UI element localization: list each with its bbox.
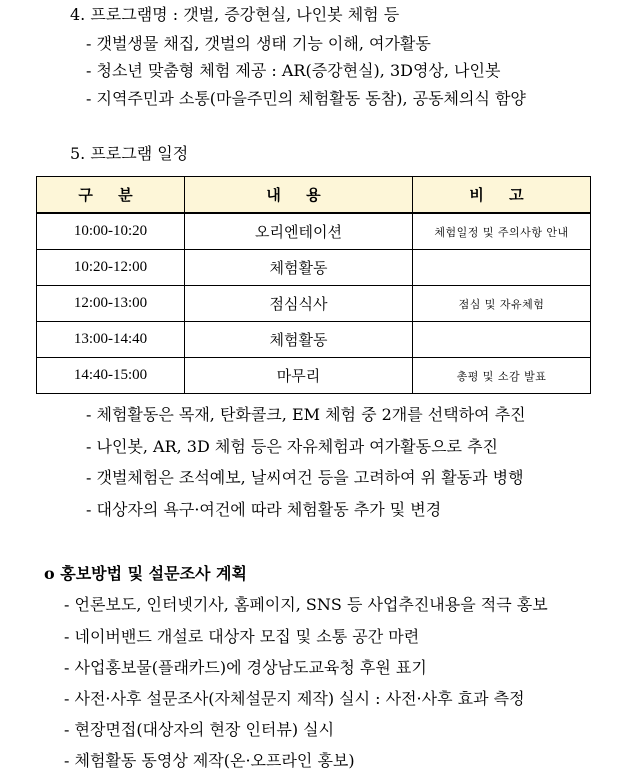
schedule-table bbox=[36, 176, 591, 394]
promotion-bullet: - 사전·사후 설문조사(자체설문지 제작) 실시 : 사전·사후 효과 측정 bbox=[64, 689, 525, 708]
content-cell: 체험활동 bbox=[185, 250, 413, 286]
schedule-note: - 갯벌체험은 조석예보, 날씨여건 등을 고려하여 위 활동과 병행 bbox=[86, 468, 524, 487]
note-cell: 체험일정 및 주의사항 안내 bbox=[413, 213, 591, 250]
promotion-bullet: - 네이버밴드 개설로 대상자 모집 및 소통 공간 마련 bbox=[64, 627, 420, 646]
content-cell: 마무리 bbox=[185, 358, 413, 394]
schedule-title: 5. 프로그램 일정 bbox=[70, 144, 189, 163]
program-bullet: - 갯벌생물 채집, 갯벌의 생태 기능 이해, 여가활동 bbox=[86, 34, 431, 53]
content-cell: 오리엔테이션 bbox=[185, 213, 413, 250]
table-row bbox=[37, 358, 591, 394]
promotion-bullet: - 체험활동 동영상 제작(온·오프라인 홍보) bbox=[64, 751, 355, 770]
note-cell bbox=[413, 250, 591, 286]
time-cell: 12:00-13:00 bbox=[37, 286, 185, 322]
note-cell bbox=[413, 322, 591, 358]
promotion-heading: o 홍보방법 및 설문조사 계획 bbox=[44, 564, 247, 583]
content-cell: 점심식사 bbox=[185, 286, 413, 322]
schedule-note: - 체험활동은 목재, 탄화콜크, EM 체험 중 2개를 선택하여 추진 bbox=[86, 405, 526, 424]
time-cell: 10:00-10:20 bbox=[37, 213, 185, 250]
program-name-title: 4. 프로그램명 : 갯벌, 증강현실, 나인봇 체험 등 bbox=[70, 5, 400, 24]
note-cell: 점심 및 자유체험 bbox=[413, 286, 591, 322]
header-remarks: 비 고 bbox=[413, 177, 591, 214]
program-bullet: - 지역주민과 소통(마을주민의 체험활동 동참), 공동체의식 함양 bbox=[86, 89, 526, 108]
schedule-note: - 나인봇, AR, 3D 체험 등은 자유체험과 여가활동으로 추진 bbox=[86, 437, 498, 456]
table-row bbox=[37, 250, 591, 286]
table-row bbox=[37, 322, 591, 358]
note-cell: 총평 및 소감 발표 bbox=[413, 358, 591, 394]
promotion-bullet: - 사업홍보물(플래카드)에 경상남도교육청 후원 표기 bbox=[64, 658, 427, 677]
schedule-note: - 대상자의 욕구·여건에 따라 체험활동 추가 및 변경 bbox=[86, 500, 442, 519]
table-header-row bbox=[37, 177, 591, 214]
program-bullet: - 청소년 맞춤형 체험 제공 : AR(증강현실), 3D영상, 나인봇 bbox=[86, 61, 501, 80]
table-row bbox=[37, 286, 591, 322]
time-cell: 14:40-15:00 bbox=[37, 358, 185, 394]
table-row bbox=[37, 213, 591, 250]
header-content: 내 용 bbox=[185, 177, 413, 214]
time-cell: 10:20-12:00 bbox=[37, 250, 185, 286]
promotion-bullet: - 언론보도, 인터넷기사, 홈페이지, SNS 등 사업추진내용을 적극 홍보 bbox=[64, 595, 548, 614]
content-cell: 체험활동 bbox=[185, 322, 413, 358]
time-cell: 13:00-14:40 bbox=[37, 322, 185, 358]
promotion-bullet: - 현장면접(대상자의 현장 인터뷰) 실시 bbox=[64, 720, 335, 739]
header-division: 구 분 bbox=[37, 177, 185, 214]
